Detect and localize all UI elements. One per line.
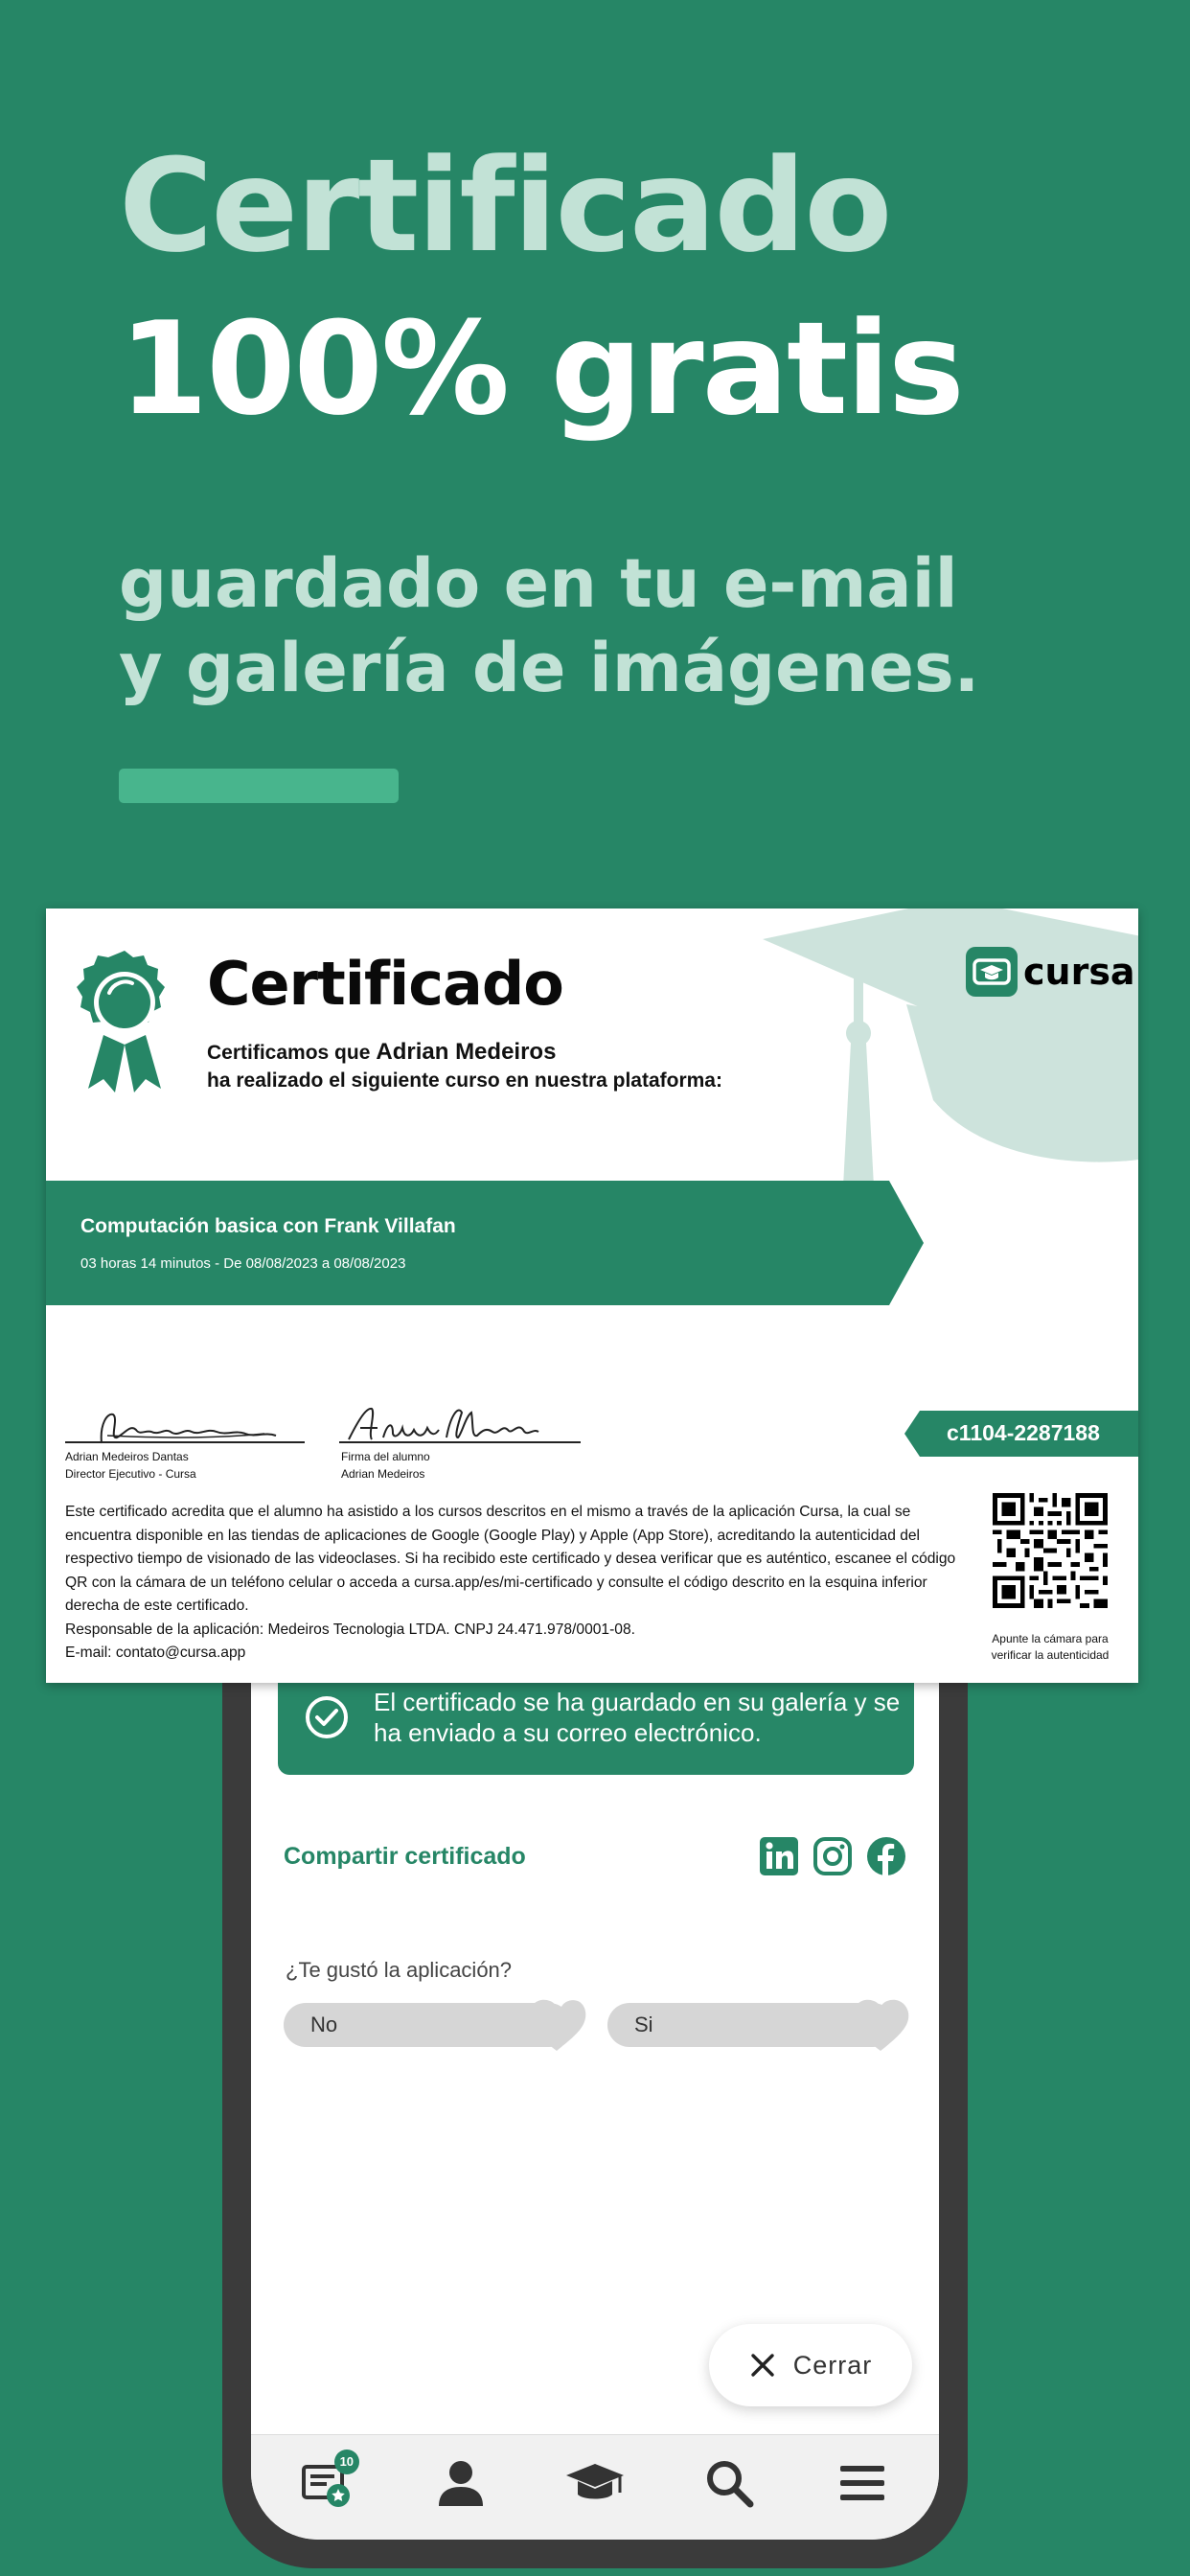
hero-title (119, 125, 1077, 450)
share-row (284, 1832, 906, 1880)
qr-label (966, 1631, 1134, 1664)
course-name: Computación basica con Frank Villafan (80, 1215, 456, 1237)
certificate-responsible: Responsable de la aplicación: Medeiros Tecnologia LTDA. CNPJ 24.471.978/0001-08. (65, 1621, 635, 1638)
cursa-logo (966, 947, 1135, 997)
rating-no-button[interactable] (284, 2003, 571, 2047)
heart-icon (849, 1995, 912, 2055)
certificate-body-text: Este certificado acredita que el alumno ha asistido a los cursos descritos en el mismo a través de la aplicación Cursa, la cual se encuentra disponible en las tiendas de aplicaciones de Google (Google Play) y Apple (App Store), acreditando la autenticidad del respectivo tiempo de visionado de las videoclases. Si ha recibido este certificado y desea verificar que es auténtico, escanee el código QR con la cámara de un teléfono celular o acceda a cursa.app/es/mi-certificado y consulte el código descrito en la esquina inferior derecha de este certificado. (65, 1504, 956, 1614)
rating-si-label: Si (634, 2012, 653, 2036)
signer1-role: Director Ejecutivo - Cursa (65, 1467, 196, 1481)
signer1-name: Adrian Medeiros Dantas (65, 1450, 189, 1463)
qr-label-line1: Apunte la cámara para (992, 1632, 1109, 1645)
profile-icon (434, 2456, 488, 2510)
certificate-code: c1104-2287188 (947, 1420, 1100, 1445)
hero-title-line1: Certificado (119, 131, 891, 281)
hero-title-line2: 100% gratis (119, 294, 963, 444)
certificate-email: E-mail: contato@cursa.app (65, 1644, 246, 1661)
student-name: Adrian Medeiros (376, 1039, 557, 1065)
certificate-body (65, 1501, 966, 1666)
certify-line (207, 1039, 556, 1066)
hero-subtitle-line2: y galería de imágenes. (119, 629, 980, 707)
award-medal-icon (75, 949, 174, 1092)
rating-si-button[interactable] (607, 2003, 895, 2047)
certificates-badge: 10 (334, 2450, 359, 2474)
instagram-icon[interactable] (812, 1836, 853, 1876)
student-signature-label (341, 1448, 430, 1483)
hero-subtitle (119, 541, 1125, 710)
broken-heart-icon (525, 1995, 588, 2055)
close-button[interactable] (709, 2324, 912, 2406)
facebook-icon[interactable] (866, 1836, 906, 1876)
hero-subtitle-line1: guardado en tu e-mail (119, 544, 958, 623)
nav-profile[interactable] (427, 2450, 494, 2517)
cursa-logo-text: cursa (1023, 951, 1135, 993)
rating-question: ¿Te gustó la aplicación? (286, 1958, 513, 1982)
nav-courses[interactable] (561, 2450, 629, 2517)
certify-prefix: Certificamos que (207, 1042, 371, 1064)
close-label: Cerrar (792, 2350, 873, 2380)
share-icons (759, 1836, 906, 1876)
linkedin-icon[interactable] (759, 1836, 799, 1876)
signer2-label: Firma del alumno (341, 1450, 430, 1463)
qr-code (993, 1493, 1108, 1608)
rating-no-label: No (310, 2012, 338, 2036)
phone-frame (222, 1610, 968, 2568)
certify-suffix: ha realizado el siguiente curso en nuestra plataforma: (207, 1070, 722, 1092)
bottom-nav (251, 2434, 939, 2540)
share-label: Compartir certificado (284, 1842, 526, 1870)
student-signature-line (339, 1441, 581, 1443)
courses-icon (564, 2456, 626, 2510)
nav-certificates[interactable] (294, 2450, 361, 2517)
accent-bar (119, 769, 399, 803)
signer2-name: Adrian Medeiros (341, 1467, 425, 1481)
qr-label-line2: verificar la autenticidad (991, 1648, 1110, 1662)
cursa-logo-mark (966, 947, 1018, 997)
course-details: 03 horas 14 minutos - De 08/08/2023 a 08/08/2023 (80, 1255, 406, 1272)
close-icon (749, 2352, 776, 2379)
nav-search[interactable] (696, 2450, 763, 2517)
course-band (46, 1181, 924, 1305)
phone-screen (251, 1610, 939, 2540)
nav-menu[interactable] (829, 2450, 896, 2517)
certificate-title: Certificado (207, 949, 563, 1019)
saved-message: El certificado se ha guardado en su galería y se ha enviado a su correo electrónico. (374, 1688, 901, 1747)
certificate (46, 908, 1138, 1683)
check-circle-icon (305, 1695, 349, 1739)
director-signature-line (65, 1441, 305, 1443)
cursa-cap-icon (973, 956, 1011, 987)
search-icon (703, 2457, 755, 2509)
director-signature-label (65, 1448, 196, 1483)
menu-icon (838, 2462, 886, 2504)
